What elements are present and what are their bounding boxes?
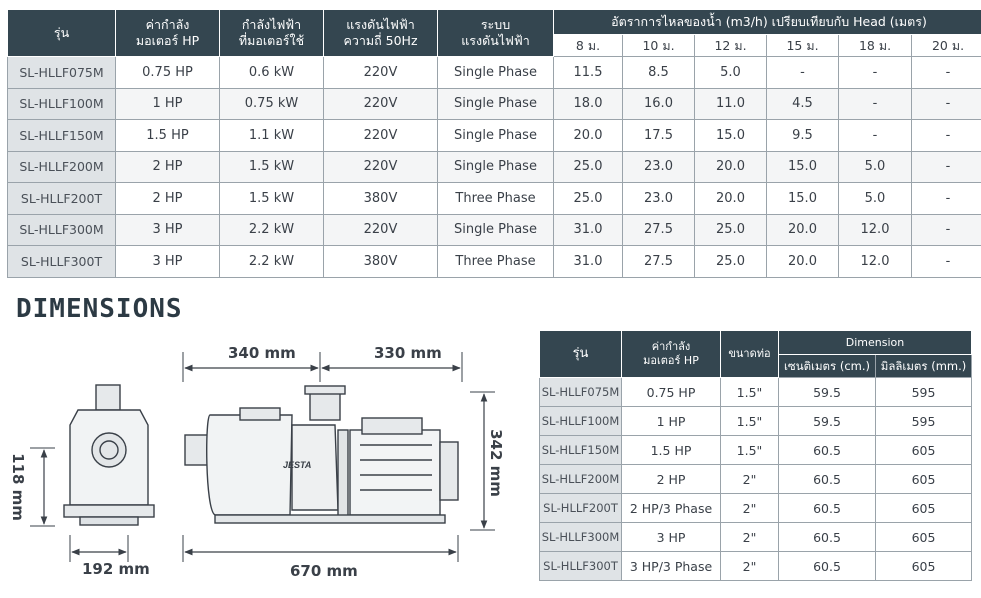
- flow-rate-cell: 23.0: [623, 151, 695, 183]
- electric-power-cell: 2.2 kW: [220, 246, 324, 278]
- motor-power-cell: 3 HP: [622, 523, 721, 552]
- pipe-size-cell: 1.5": [721, 436, 779, 465]
- model-cell: SL-HLLF075M: [540, 378, 622, 407]
- header-flow-rate: อัตราการไหลของน้ำ (m3/h) เปรียบเทียบกับ Head (เมตร): [554, 10, 981, 35]
- pipe-size-cell: 2": [721, 494, 779, 523]
- model-cell: SL-HLLF150M: [540, 436, 622, 465]
- model-cell: SL-HLLF100M: [540, 407, 622, 436]
- voltage-cell: 220V: [324, 151, 438, 183]
- flow-rate-cell: 25.0: [554, 183, 623, 215]
- dim-label-330: 330 mm: [374, 344, 442, 362]
- pipe-size-cell: 2": [721, 523, 779, 552]
- model-cell: SL-HLLF200T: [8, 183, 116, 215]
- pipe-size-cell: 1.5": [721, 407, 779, 436]
- flow-rate-cell: -: [912, 214, 981, 246]
- dimension-mm-cell: 605: [876, 494, 972, 523]
- dim-label-340: 340 mm: [228, 344, 296, 362]
- dimension-mm-cell: 605: [876, 436, 972, 465]
- flow-rate-cell: 15.0: [767, 183, 839, 215]
- motor-power-cell: 1.5 HP: [116, 120, 220, 152]
- pipe-size-cell: 2": [721, 465, 779, 494]
- motor-power-cell: 2 HP: [622, 465, 721, 494]
- flow-rate-cell: 5.0: [839, 183, 912, 215]
- dimension-cm-cell: 60.5: [779, 465, 876, 494]
- dimension-cm-cell: 59.5: [779, 407, 876, 436]
- header-motor-power: ค่ากำลัง มอเตอร์ HP: [116, 10, 220, 57]
- dim-header-pipe-size: ขนาดท่อ: [721, 331, 779, 378]
- model-cell: SL-HLLF300T: [540, 552, 622, 581]
- flow-rate-cell: 9.5: [767, 120, 839, 152]
- header-head-18m: 18 ม.: [839, 35, 912, 57]
- dim-header-model: รุ่น: [540, 331, 622, 378]
- dim-label-342: 342 mm: [487, 429, 505, 497]
- model-cell: SL-HLLF300T: [8, 246, 116, 278]
- flow-rate-cell: 20.0: [695, 151, 767, 183]
- flow-rate-cell: -: [912, 120, 981, 152]
- motor-power-cell: 1.5 HP: [622, 436, 721, 465]
- motor-power-cell: 3 HP: [116, 246, 220, 278]
- voltage-cell: 380V: [324, 183, 438, 215]
- dim-header-cm: เซนติเมตร (cm.): [779, 355, 876, 378]
- dim-header-dimension: Dimension: [779, 331, 972, 355]
- flow-rate-cell: 20.0: [767, 246, 839, 278]
- dim-label-118: 118 mm: [9, 453, 27, 521]
- header-head-15m: 15 ม.: [767, 35, 839, 57]
- header-model: รุ่น: [8, 10, 116, 57]
- model-cell: SL-HLLF300M: [540, 523, 622, 552]
- motor-power-cell: 0.75 HP: [622, 378, 721, 407]
- header-voltage: แรงดันไฟฟ้า ความถี่ 50Hz: [324, 10, 438, 57]
- dimension-cm-cell: 60.5: [779, 494, 876, 523]
- dimension-mm-cell: 605: [876, 523, 972, 552]
- flow-rate-cell: 17.5: [623, 120, 695, 152]
- phase-cell: Single Phase: [438, 88, 554, 120]
- voltage-cell: 380V: [324, 246, 438, 278]
- flow-rate-cell: 5.0: [839, 151, 912, 183]
- specs-row: [8, 120, 981, 152]
- model-cell: SL-HLLF150M: [8, 120, 116, 152]
- flow-rate-cell: 4.5: [767, 88, 839, 120]
- motor-power-cell: 3 HP: [116, 214, 220, 246]
- flow-rate-cell: 5.0: [695, 57, 767, 89]
- phase-cell: Three Phase: [438, 183, 554, 215]
- flow-rate-cell: 20.0: [767, 214, 839, 246]
- flow-rate-cell: -: [839, 57, 912, 89]
- dimension-row: [540, 465, 972, 494]
- specs-row: [8, 214, 981, 246]
- electric-power-cell: 1.5 kW: [220, 183, 324, 215]
- voltage-cell: 220V: [324, 120, 438, 152]
- dimension-table: [539, 330, 972, 581]
- pump-front-view: [64, 385, 154, 525]
- dimension-row: [540, 407, 972, 436]
- phase-cell: Three Phase: [438, 246, 554, 278]
- dimension-row: [540, 378, 972, 407]
- flow-rate-cell: 12.0: [839, 214, 912, 246]
- flow-rate-cell: 15.0: [695, 120, 767, 152]
- flow-rate-cell: 25.0: [695, 214, 767, 246]
- pipe-size-cell: 2": [721, 552, 779, 581]
- flow-rate-cell: -: [912, 151, 981, 183]
- dimension-row: [540, 436, 972, 465]
- specs-row: [8, 151, 981, 183]
- flow-rate-cell: -: [767, 57, 839, 89]
- motor-power-cell: 2 HP: [116, 183, 220, 215]
- model-cell: SL-HLLF100M: [8, 88, 116, 120]
- specs-row: [8, 88, 981, 120]
- dimension-cm-cell: 60.5: [779, 436, 876, 465]
- voltage-cell: 220V: [324, 57, 438, 89]
- dimension-row: [540, 523, 972, 552]
- flow-rate-cell: 16.0: [623, 88, 695, 120]
- brand-label: JESTA: [283, 460, 311, 470]
- dimension-cm-cell: 59.5: [779, 378, 876, 407]
- flow-rate-cell: 20.0: [695, 183, 767, 215]
- voltage-cell: 220V: [324, 88, 438, 120]
- flow-rate-cell: 18.0: [554, 88, 623, 120]
- electric-power-cell: 2.2 kW: [220, 214, 324, 246]
- pump-side-view: [185, 386, 458, 523]
- flow-rate-cell: 25.0: [554, 151, 623, 183]
- flow-rate-cell: -: [912, 183, 981, 215]
- model-cell: SL-HLLF200M: [540, 465, 622, 494]
- flow-rate-cell: 23.0: [623, 183, 695, 215]
- phase-cell: Single Phase: [438, 151, 554, 183]
- header-head-8m: 8 ม.: [554, 35, 623, 57]
- model-cell: SL-HLLF300M: [8, 214, 116, 246]
- dimension-mm-cell: 595: [876, 378, 972, 407]
- dimension-cm-cell: 60.5: [779, 552, 876, 581]
- flow-rate-cell: -: [912, 246, 981, 278]
- flow-rate-cell: -: [839, 120, 912, 152]
- flow-rate-cell: -: [839, 88, 912, 120]
- motor-power-cell: 0.75 HP: [116, 57, 220, 89]
- dim-label-670: 670 mm: [290, 562, 358, 580]
- flow-rate-cell: 11.5: [554, 57, 623, 89]
- flow-rate-cell: -: [912, 57, 981, 89]
- specs-row: [8, 246, 981, 278]
- pump-drawing-svg: [0, 330, 540, 594]
- flow-rate-cell: 31.0: [554, 246, 623, 278]
- dimension-mm-cell: 605: [876, 552, 972, 581]
- dimension-cm-cell: 60.5: [779, 523, 876, 552]
- model-cell: SL-HLLF075M: [8, 57, 116, 89]
- phase-cell: Single Phase: [438, 57, 554, 89]
- header-head-12m: 12 ม.: [695, 35, 767, 57]
- phase-cell: Single Phase: [438, 214, 554, 246]
- flow-rate-cell: 20.0: [554, 120, 623, 152]
- flow-rate-cell: 15.0: [767, 151, 839, 183]
- electric-power-cell: 1.5 kW: [220, 151, 324, 183]
- electric-power-cell: 0.75 kW: [220, 88, 324, 120]
- dimension-mm-cell: 605: [876, 465, 972, 494]
- flow-rate-cell: 27.5: [623, 246, 695, 278]
- dim-header-mm: มิลลิเมตร (mm.): [876, 355, 972, 378]
- motor-power-cell: 1 HP: [622, 407, 721, 436]
- motor-power-cell: 2 HP: [116, 151, 220, 183]
- motor-power-cell: 1 HP: [116, 88, 220, 120]
- flow-rate-cell: 8.5: [623, 57, 695, 89]
- dim-label-192: 192 mm: [82, 560, 150, 578]
- voltage-cell: 220V: [324, 214, 438, 246]
- dimensions-heading: DIMENSIONS: [16, 294, 183, 324]
- pump-drawing: [0, 330, 540, 594]
- flow-rate-cell: 12.0: [839, 246, 912, 278]
- dimension-row: [540, 552, 972, 581]
- model-cell: SL-HLLF200M: [8, 151, 116, 183]
- phase-cell: Single Phase: [438, 120, 554, 152]
- model-cell: SL-HLLF200T: [540, 494, 622, 523]
- electric-power-cell: 1.1 kW: [220, 120, 324, 152]
- flow-rate-cell: -: [912, 88, 981, 120]
- specs-row: [8, 57, 981, 89]
- header-electric-power: กำลังไฟฟ้า ที่มอเตอร์ใช้: [220, 10, 324, 57]
- flow-rate-cell: 27.5: [623, 214, 695, 246]
- motor-power-cell: 3 HP/3 Phase: [622, 552, 721, 581]
- electric-power-cell: 0.6 kW: [220, 57, 324, 89]
- flow-rate-cell: 11.0: [695, 88, 767, 120]
- header-head-10m: 10 ม.: [623, 35, 695, 57]
- specs-table: [7, 9, 981, 278]
- motor-power-cell: 2 HP/3 Phase: [622, 494, 721, 523]
- header-head-20m: 20 ม.: [912, 35, 981, 57]
- pipe-size-cell: 1.5": [721, 378, 779, 407]
- flow-rate-cell: 31.0: [554, 214, 623, 246]
- flow-rate-cell: 25.0: [695, 246, 767, 278]
- dimension-row: [540, 494, 972, 523]
- header-phase: ระบบ แรงดันไฟฟ้า: [438, 10, 554, 57]
- dim-header-motor-power: ค่ากำลัง มอเตอร์ HP: [622, 331, 721, 378]
- specs-row: [8, 183, 981, 215]
- dimension-mm-cell: 595: [876, 407, 972, 436]
